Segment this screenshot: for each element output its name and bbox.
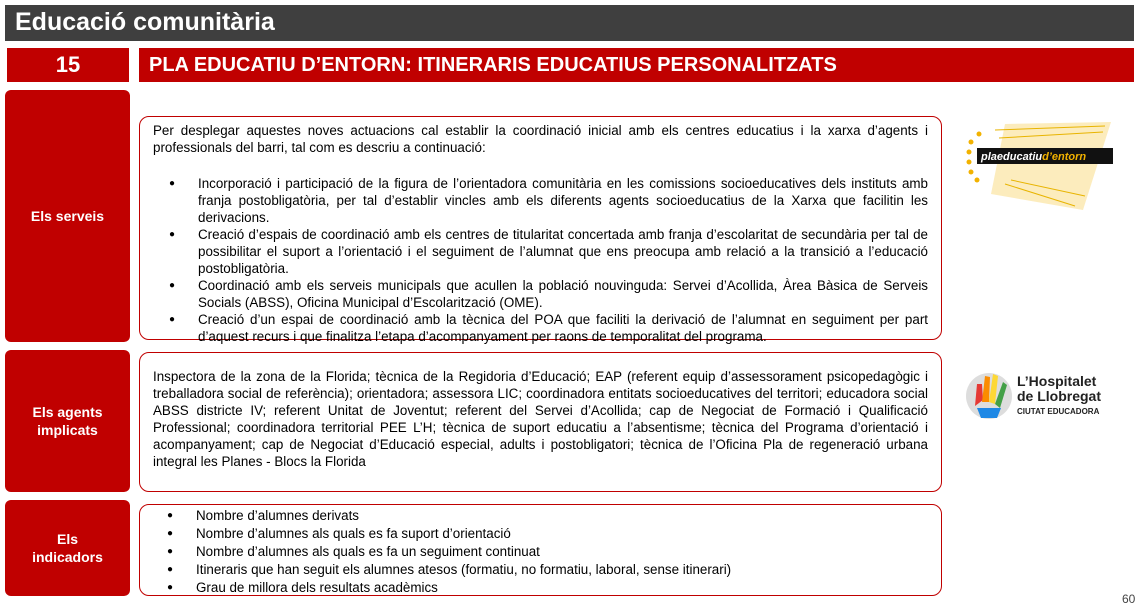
agents-content (139, 352, 942, 492)
serveis-item: ● Creació d’un espai de coordinació amb la tècnica del POA que faciliti la derivació de l’alumnat en seguiment per part d’aquest recurs i que finalitza l’etapa d’acompanyament per raons de temporalitat del programa. (153, 311, 928, 345)
hospitalet-logo (965, 366, 1115, 426)
indicadors-item: ● Grau de millora dels resultats acadèmics (153, 579, 928, 597)
serveis-item: ● Coordinació amb els serveis municipals que acullen la població nouvinguda: Servei d’Acollida, Àrea Bàsica de Serveis Socials (ABSS), Oficina Municipal d’Escolarització (OME). (153, 277, 928, 311)
hospitalet-line3: CIUTAT EDUCADORA (1017, 407, 1100, 416)
agents-label-line2: implicats (37, 422, 98, 438)
agents-text: Inspectora de la zona de la Florida; tècnica de la Regidoria d’Educació; EAP (referent equip d’assessorament psicopedagògic i treballadora social de referència); orientadora; assessora LIC; coordinadora entitats socioeducatives del territori; educadora social ABSS districte IV; referent Unitat de Joventut; referent del Servei d’Acollida; cap de Negociat de Formació i Qualificació Professional; coordinadora territorial PEE L’H; tècnica de suport educatiu a l’absentisme; tècnica del Programa d’orientació i acompanyament; cap de Negociat d’Educació especial, adults i postobligatori; tècnica de l’Oficina Pla de regeneració urbana integral les Planes - Blocs la Florida (153, 369, 928, 469)
indicadors-label-line2: indicadors (32, 549, 103, 565)
page-title: Educació comunitària (15, 8, 275, 36)
indicadors-content (139, 504, 942, 596)
indicadors-item: ● Itineraris que han seguit els alumnes atesos (formatiu, no formatiu, laboral, sense itinerari) (153, 561, 928, 579)
hands-icon (966, 373, 1012, 419)
serveis-content (139, 116, 942, 344)
serveis-item: ● Incorporació i participació de la figura de l’orientadora comunitària en les comissions socioeducatives dels instituts amb franja postobligatòria, per tal d’establir vincles amb els diferents agents socioeducatius de la Xarxa que facilitin les derivacions. (153, 175, 928, 226)
hospitalet-line2: de Llobregat (1017, 388, 1102, 404)
indicadors-item: ● Nombre d’alumnes als quals es fa un seguiment continuat (153, 543, 928, 561)
pla-educatiu-logo (965, 122, 1115, 214)
serveis-label (5, 90, 130, 342)
agents-label-line1: Els agents (32, 404, 103, 420)
indicadors-item: ● Nombre d’alumnes als quals es fa suport d’orientació (153, 525, 928, 543)
section-number: 15 (7, 48, 129, 82)
page-number: 60 (1122, 592, 1136, 606)
serveis-intro: Per desplegar aquestes noves actuacions cal establir la coordinació inicial amb els centres educatius i la xarxa d’agents i professionals del barri, tal com es descriu a continuació: (153, 123, 928, 155)
agents-label (5, 350, 130, 492)
logo-text: plaeducatiud’entorn (981, 151, 1087, 163)
indicadors-label (5, 500, 130, 596)
serveis-list (153, 175, 928, 345)
serveis-item: ● Creació d’espais de coordinació amb els centres de titularitat concertada amb franja d’escolaritat de secundària per tal de possibilitar el suport a l’orientació i el seguiment de l’alumnat que ens preocupa amb relació a la transició a l’educació postobligatòria. (153, 226, 928, 277)
hospitalet-line1: L’Hospitalet (1017, 373, 1097, 389)
title-bar (5, 5, 1134, 41)
sunburst-graphic (967, 122, 1112, 210)
indicadors-item: ● Nombre d’alumnes derivats (153, 507, 928, 525)
section-title: PLA EDUCATIU D’ENTORN: ITINERARIS EDUCATIUS PERSONALITZATS (139, 48, 1134, 82)
indicadors-list (153, 507, 928, 597)
serveis-label-text: Els serveis (30, 208, 105, 224)
indicadors-label-line1: Els (56, 531, 78, 547)
